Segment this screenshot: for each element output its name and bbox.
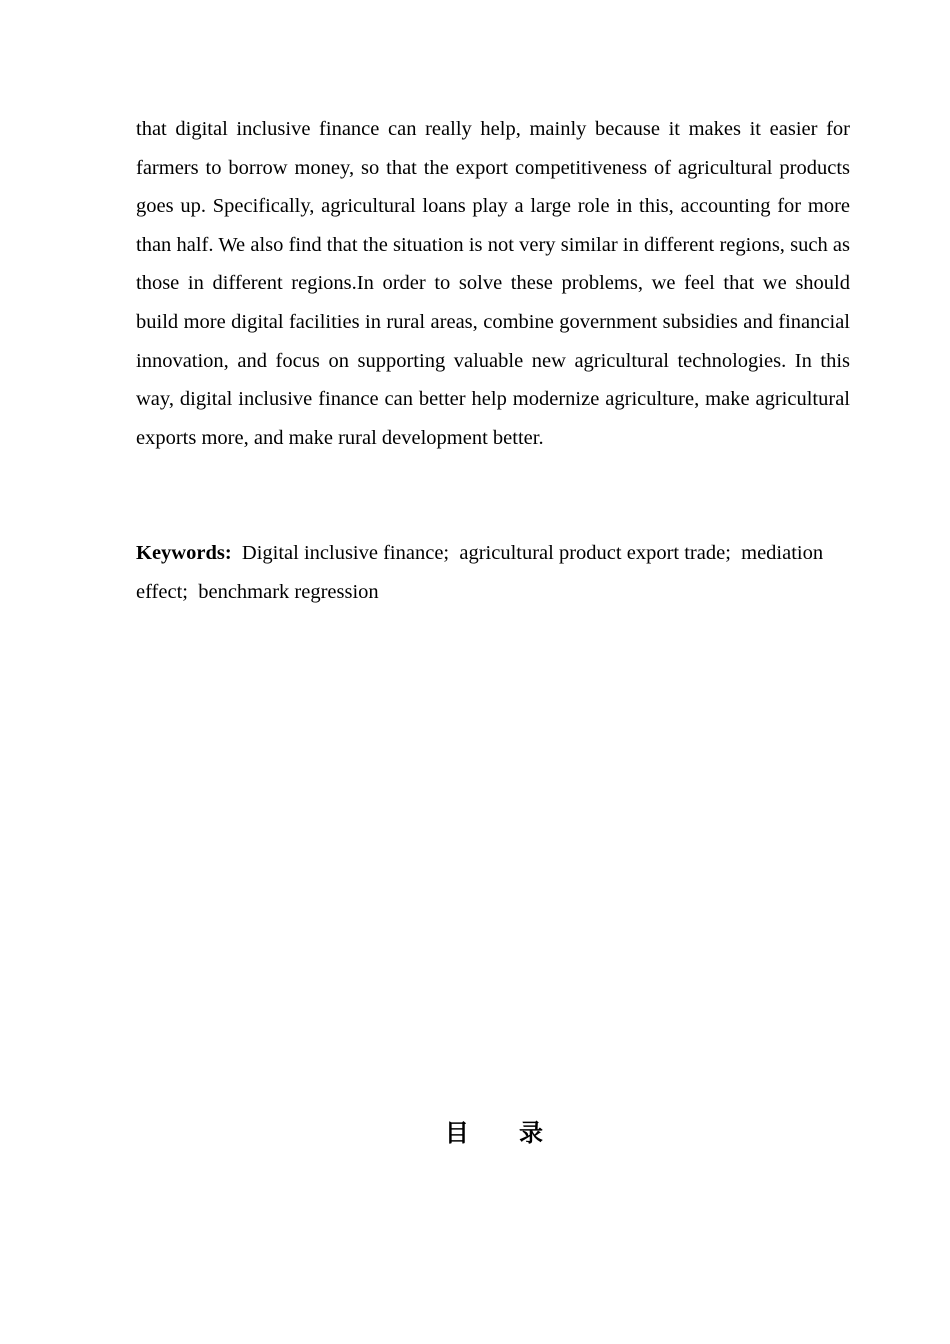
table-of-contents-heading: 目 录 <box>444 1119 544 1147</box>
abstract-paragraph: that digital inclusive finance can really help, mainly because it makes it easier for farmers to borrow money, so that the export competitiveness of agricultural products goes up. Specifically, agricultural loans play a large role in this, accounting for more than half. We also find that the situation is not very similar in different regions, such as those in different regions.In order to solve these problems, we feel that we should build more digital facilities in rural areas, combine government subsidies and financial innovation, and focus on supporting valuable new agricultural technologies. In this way, digital inclusive finance can better help modernize agriculture, make agricultural exports more, and make rural development better. <box>136 118 850 449</box>
keywords-list: Digital inclusive finance; agricultural product export trade; mediation effect; benchmark regression <box>136 542 829 603</box>
keywords-label: Keywords: <box>136 542 232 564</box>
keywords-line <box>136 534 850 611</box>
